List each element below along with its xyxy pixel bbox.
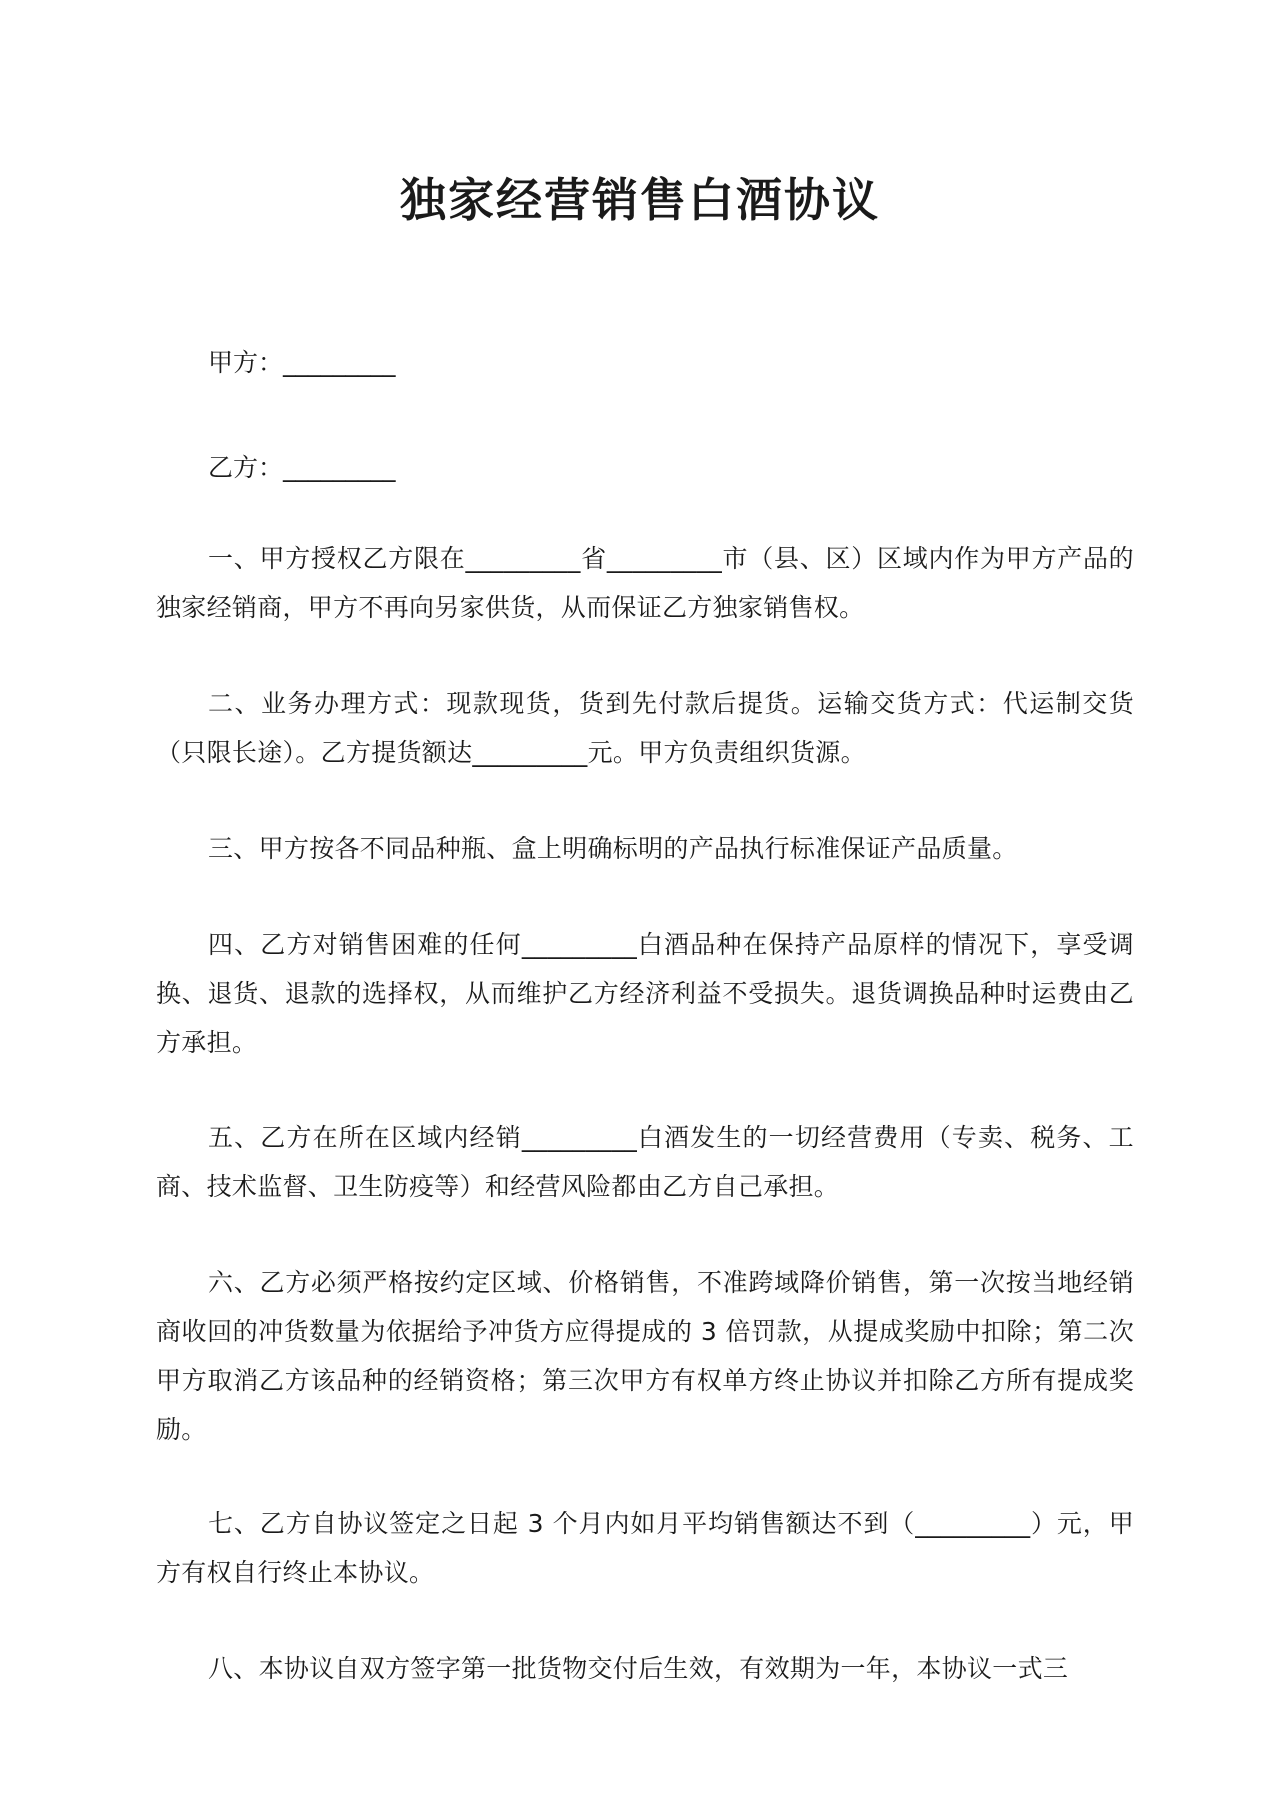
clause-6: 六、乙方必须严格按约定区域、价格销售，不准跨域降价销售，第一次按当地经销商收回的冲货数量为依据给予冲货方应得提成的 3 倍罚款，从提成奖励中扣除；第二次甲方取消乙方该品种的经销资格；第三次甲方有权单方终止协议并扣除乙方所有提成奖励。 bbox=[156, 1268, 1134, 1444]
clause-3: 三、甲方按各不同品种瓶、盒上明确标明的产品执行标准保证产品质量。 bbox=[208, 834, 1018, 863]
clause-8: 八、本协议自双方签字第一批货物交付后生效，有效期为一年，本协议一式三 bbox=[208, 1654, 1069, 1683]
clause-2: 二、业务办理方式：现款现货，货到先付款后提货。运输交货方式：代运制交货（只限长途）。乙方提货额达_________元。甲方负责组织货源。 bbox=[156, 689, 1134, 767]
party-b-line: 乙方：_________ bbox=[208, 453, 396, 482]
clause-1: 一、甲方授权乙方限在_________省_________市（县、区）区域内作为甲方产品的独家经销商，甲方不再向另家供货，从而保证乙方独家销售权。 bbox=[156, 544, 1134, 622]
clause-7: 七、乙方自协议签定之日起 3 个月内如月平均销售额达不到（_________）元，甲方有权自行终止本协议。 bbox=[156, 1509, 1134, 1587]
clause-4: 四、乙方对销售困难的任何_________白酒品种在保持产品原样的情况下，享受调换、退货、退款的选择权，从而维护乙方经济利益不受损失。退货调换品种时运费由乙方承担。 bbox=[156, 930, 1134, 1057]
clause-5: 五、乙方在所在区域内经销_________白酒发生的一切经营费用（专卖、税务、工商、技术监督、卫生防疫等）和经营风险都由乙方自己承担。 bbox=[156, 1123, 1134, 1201]
party-a-line: 甲方：_________ bbox=[208, 348, 396, 377]
document-title: 独家经营销售白酒协议 bbox=[400, 173, 880, 227]
